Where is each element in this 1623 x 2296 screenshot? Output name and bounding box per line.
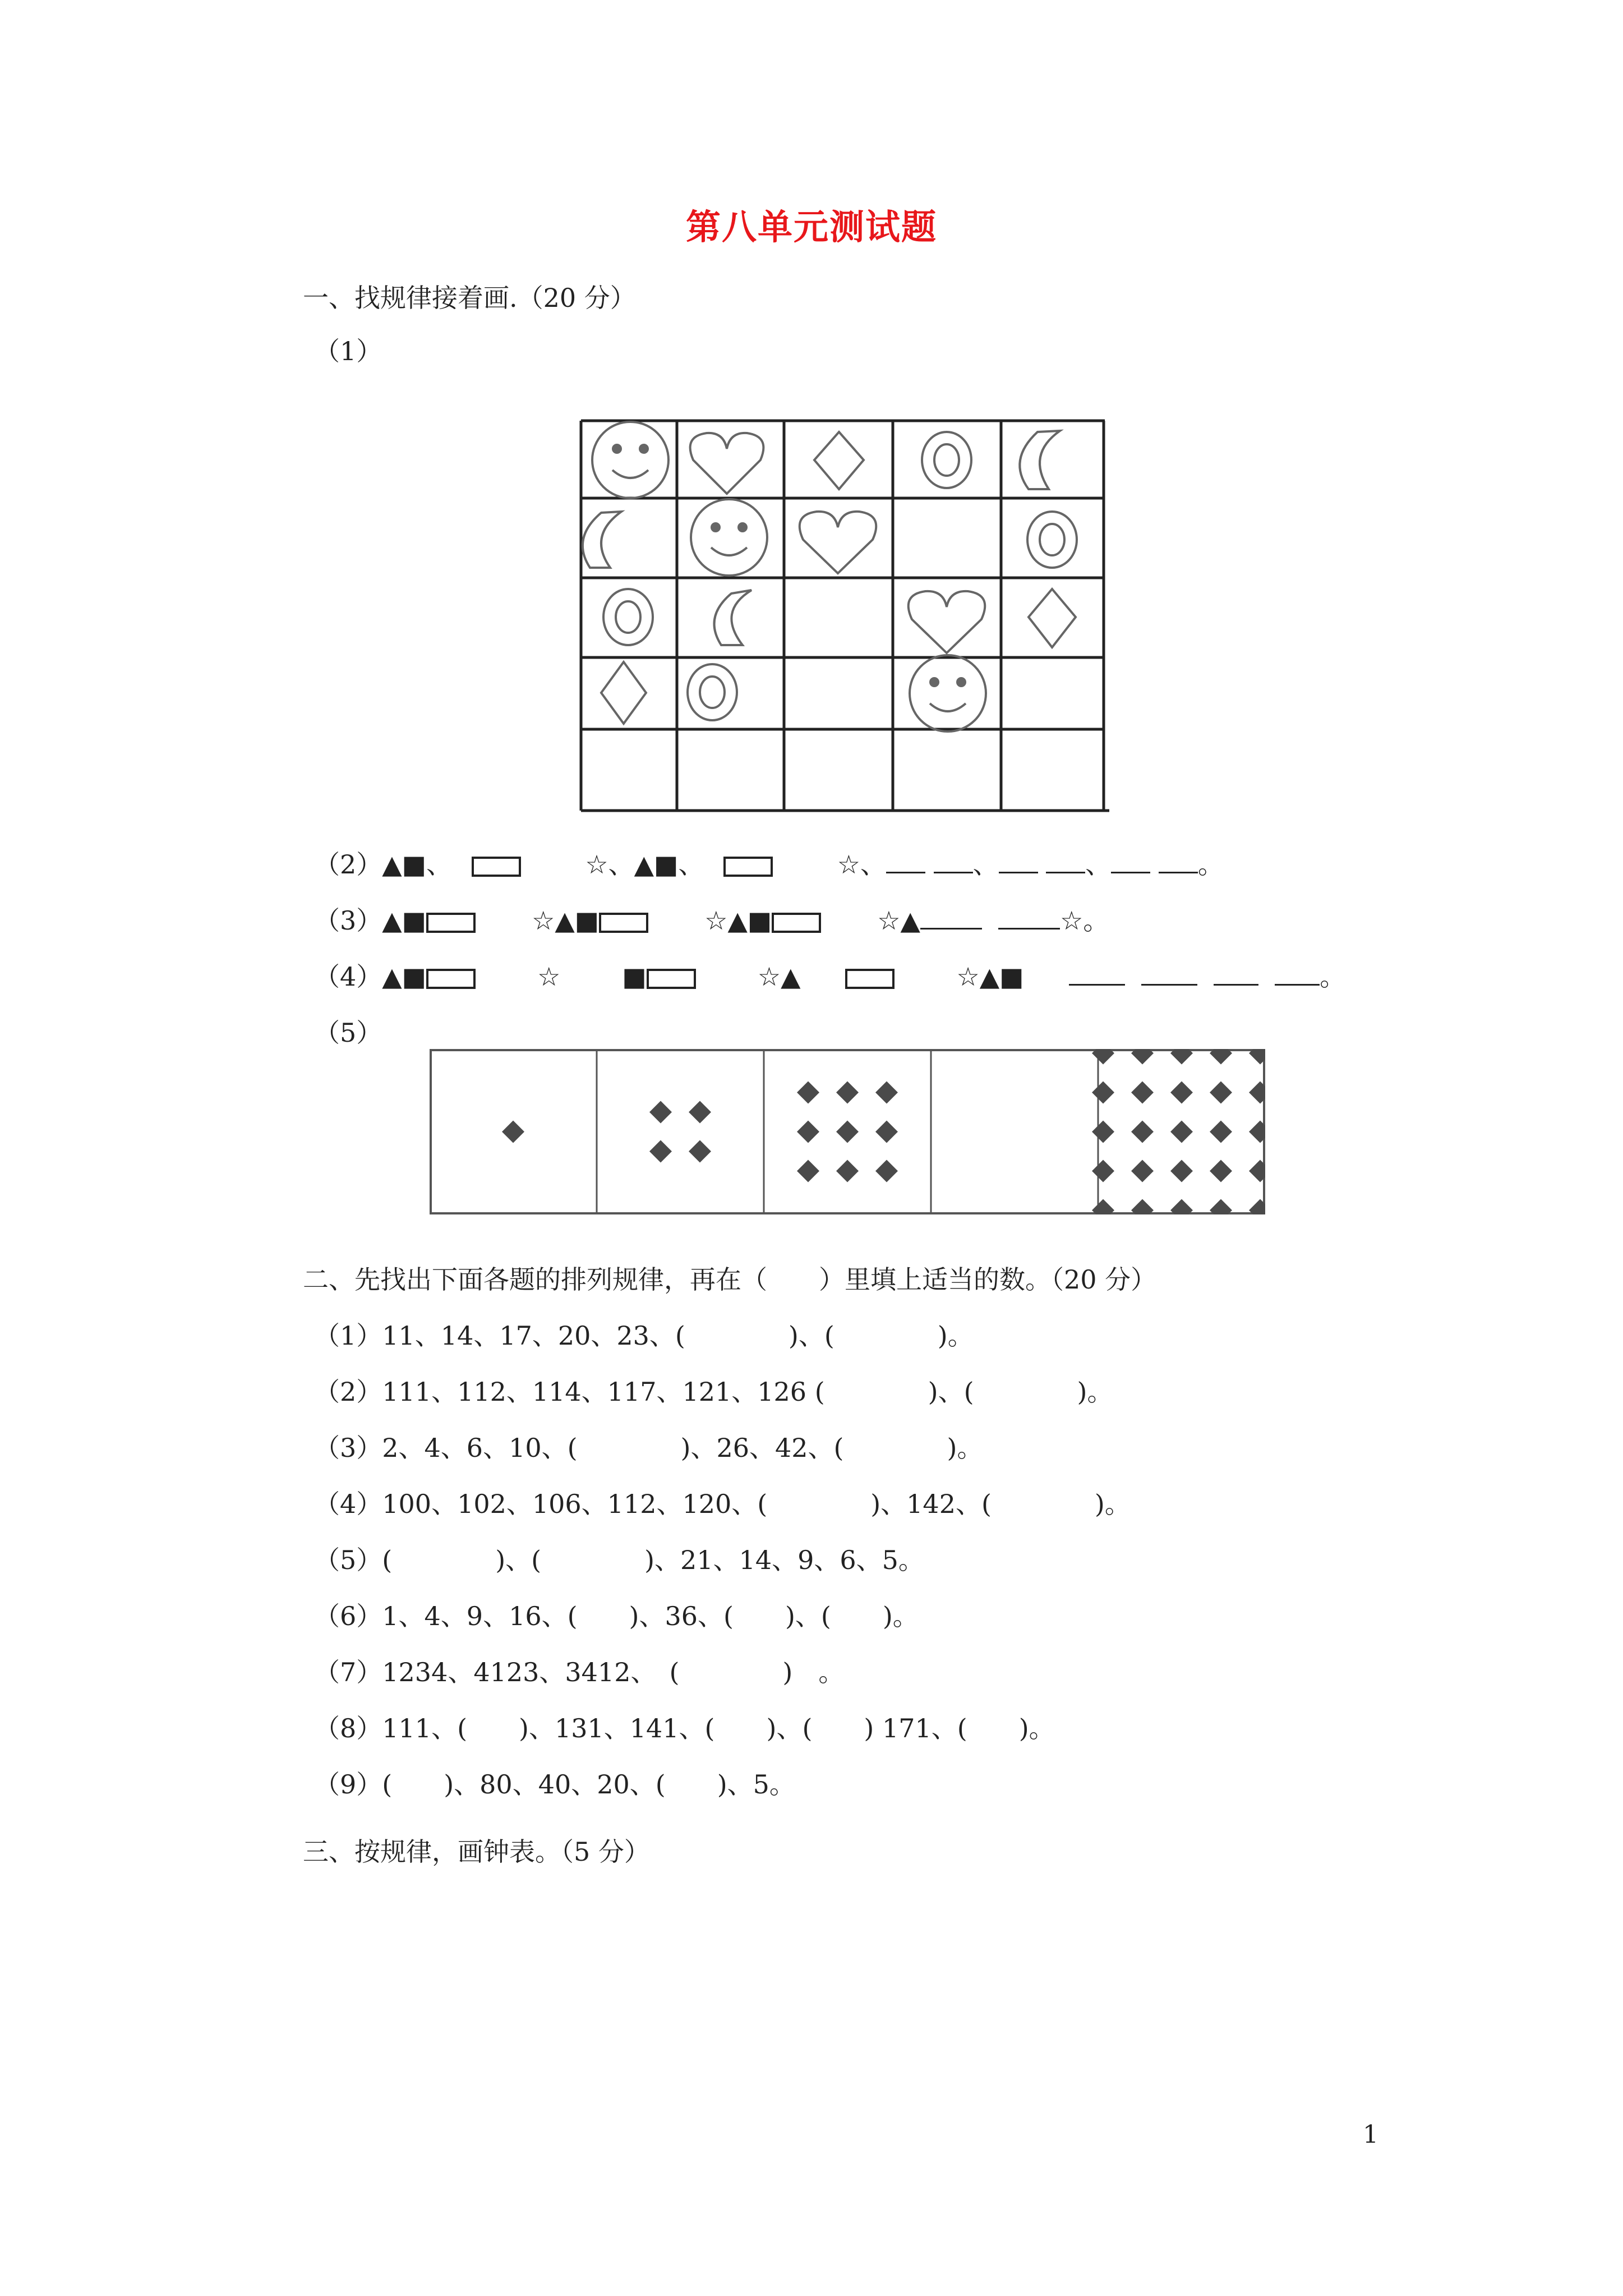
filled-diamond-icon xyxy=(1131,1049,1154,1065)
diamond-icon xyxy=(1029,589,1076,647)
rectangle-icon xyxy=(845,969,895,989)
sequence-item: （8）111、( )、131、141、( )、( ) 171、( )。 xyxy=(314,1713,1055,1743)
filled-diamond-icon xyxy=(1131,1199,1154,1215)
shape-grid xyxy=(0,0,1623,830)
diamond-icon xyxy=(601,662,646,724)
filled-diamond-icon xyxy=(875,1082,898,1104)
q5-label: （5） xyxy=(314,1018,382,1048)
filled-diamond-icon xyxy=(1249,1160,1265,1182)
q3-row: （3）▲■ ☆▲■ ☆▲■ ☆▲ ☆。 xyxy=(314,905,1109,936)
filled-diamond-icon xyxy=(1210,1160,1232,1182)
filled-diamond-icon xyxy=(836,1160,859,1182)
section1-heading: 一、找规律接着画.（20 分） xyxy=(303,283,636,313)
filled-diamond-icon xyxy=(1092,1199,1114,1215)
filled-diamond-icon xyxy=(1170,1082,1193,1104)
crescent-moon-icon xyxy=(583,512,621,568)
filled-diamond-icon xyxy=(1210,1199,1232,1215)
filled-diamond-icon xyxy=(1210,1082,1232,1104)
filled-diamond-icon xyxy=(649,1140,672,1163)
rectangle-icon xyxy=(472,857,521,877)
filled-diamond-icon xyxy=(1092,1160,1114,1182)
filled-diamond-icon xyxy=(1210,1121,1232,1143)
sequence-item: （2）111、112、114、117、121、126 ( )、( )。 xyxy=(314,1377,1113,1407)
q2-row: （2）▲■、 ☆、▲■、 ☆、 、 、 。 xyxy=(314,849,1224,880)
filled-diamond-icon xyxy=(875,1121,898,1143)
rectangle-icon xyxy=(723,857,773,877)
filled-diamond-icon xyxy=(1131,1082,1154,1104)
filled-diamond-icon xyxy=(1170,1199,1193,1215)
rectangle-icon xyxy=(772,913,821,933)
sequence-item: （7）1234、4123、3412、 ( ) 。 xyxy=(314,1657,845,1687)
filled-diamond-icon xyxy=(1131,1160,1154,1182)
smiley-icon xyxy=(592,422,668,498)
rectangle-icon xyxy=(599,913,648,933)
page-number: 1 xyxy=(1363,2120,1378,2149)
filled-diamond-icon xyxy=(1131,1121,1154,1143)
rectangle-icon xyxy=(426,913,476,933)
filled-diamond-icon xyxy=(649,1101,672,1124)
sequence-item: （1）11、14、17、20、23、( )、( )。 xyxy=(314,1320,974,1351)
filled-diamond-icon xyxy=(1170,1049,1193,1065)
filled-diamond-icon xyxy=(836,1082,859,1104)
filled-diamond-icon xyxy=(1249,1049,1265,1065)
filled-diamond-icon xyxy=(797,1160,819,1182)
filled-diamond-icon xyxy=(1092,1049,1114,1065)
filled-diamond-icon xyxy=(1092,1082,1114,1104)
page-title: 第八单元测试题 xyxy=(685,206,937,247)
filled-diamond-icon xyxy=(1210,1049,1232,1065)
ring-icon xyxy=(922,432,971,488)
sequence-item: （4）100、102、106、112、120、( )、142、( )。 xyxy=(314,1489,1131,1519)
ring-icon xyxy=(688,664,737,720)
filled-diamond-icon xyxy=(1170,1160,1193,1182)
filled-diamond-icon xyxy=(836,1121,859,1143)
filled-diamond-icon xyxy=(1249,1082,1265,1104)
smiley-icon xyxy=(910,655,986,731)
crescent-moon-icon xyxy=(1020,431,1060,489)
filled-diamond-icon xyxy=(797,1121,819,1143)
rectangle-icon xyxy=(647,969,696,989)
sequence-item: （3）2、4、6、10、( )、26、42、( )。 xyxy=(314,1433,983,1463)
heart-icon xyxy=(690,433,764,494)
ring-icon xyxy=(603,589,653,645)
filled-diamond-icon xyxy=(502,1121,524,1143)
crescent-moon-icon xyxy=(714,590,751,645)
filled-diamond-icon xyxy=(689,1101,711,1124)
sequence-item: （5）( )、( )、21、14、9、6、5。 xyxy=(314,1545,924,1575)
sequence-item: （9）( )、80、40、20、( )、5。 xyxy=(314,1769,795,1800)
heart-icon xyxy=(800,512,877,573)
q4-row: （4）▲■ ☆ ■ ☆▲ ☆▲■ 。 xyxy=(314,961,1346,992)
sequence-item: （6）1、4、9、16、( )、36、( )、( )。 xyxy=(314,1601,919,1631)
filled-diamond-icon xyxy=(1092,1121,1114,1143)
ring-icon xyxy=(1027,512,1077,568)
filled-diamond-icon xyxy=(797,1082,819,1104)
q1-label: （1） xyxy=(314,336,382,366)
rectangle-icon xyxy=(426,969,476,989)
diamond-icon xyxy=(814,432,864,489)
filled-diamond-icon xyxy=(1249,1199,1265,1215)
smiley-icon xyxy=(691,499,767,576)
filled-diamond-icon xyxy=(1249,1121,1265,1143)
filled-diamond-icon xyxy=(875,1160,898,1182)
filled-diamond-icon xyxy=(689,1140,711,1163)
filled-diamond-icon xyxy=(1170,1121,1193,1143)
diamond-boxes xyxy=(430,1049,1265,1214)
section2-heading: 二、先找出下面各题的排列规律，再在（ ）里填上适当的数。（20 分） xyxy=(303,1264,1157,1295)
heart-icon xyxy=(909,591,985,653)
section3-heading: 三、按规律，画钟表。（5 分） xyxy=(303,1837,650,1867)
